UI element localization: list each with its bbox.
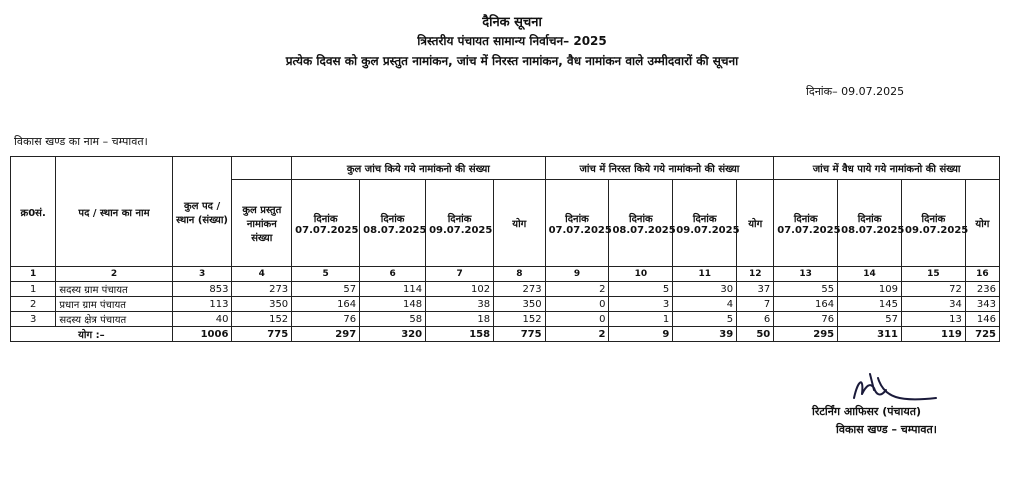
header-date: दिनांक 07.07.2025 (292, 180, 360, 267)
header-date: दिनांक 08.07.2025 (838, 180, 902, 267)
cell-valid: 119 (901, 327, 965, 342)
column-number: 8 (494, 267, 546, 282)
cell-checked: 102 (426, 282, 494, 297)
cell-valid: 295 (774, 327, 838, 342)
cell-sno: 1 (11, 282, 56, 297)
notice-subtitle: प्रत्येक दिवस को कुल प्रस्तुत नामांकन, जांच में निरस्त नामांकन, वैध नामांकन वाले उम्मीदवारों की सूचना (285, 54, 739, 68)
nomination-table (10, 156, 1000, 342)
column-number: 16 (965, 267, 999, 282)
cell-valid-total: 146 (965, 312, 999, 327)
cell-rejected: 1 (609, 312, 673, 327)
cell-total-posts: 113 (172, 297, 232, 312)
cell-valid: 311 (838, 327, 902, 342)
column-number: 6 (360, 267, 426, 282)
cell-rejected: 3 (609, 297, 673, 312)
cell-checked: 18 (426, 312, 494, 327)
cell-valid-total: 236 (965, 282, 999, 297)
cell-checked: 76 (292, 312, 360, 327)
header-date: दिनांक 09.07.2025 (901, 180, 965, 267)
cell-valid: 55 (774, 282, 838, 297)
cell-post: सदस्य ग्राम पंचायत (56, 282, 172, 297)
returning-officer-title: रिटर्निंग आफिसर (पंचायत) (812, 405, 921, 418)
cell-valid-total: 725 (965, 327, 999, 342)
cell-total-posts: 1006 (172, 327, 232, 342)
notice-date: दिनांक– 09.07.2025 (806, 85, 905, 98)
cell-checked: 158 (426, 327, 494, 342)
cell-valid: 13 (901, 312, 965, 327)
cell-total-posts: 40 (172, 312, 232, 327)
header-date: दिनांक 07.07.2025 (774, 180, 838, 267)
column-number: 3 (172, 267, 232, 282)
cell-valid: 76 (774, 312, 838, 327)
cell-submitted: 350 (232, 297, 292, 312)
cell-rejected: 2 (545, 327, 609, 342)
cell-valid: 72 (901, 282, 965, 297)
column-number: 14 (838, 267, 902, 282)
notice-title: दैनिक सूचना (482, 15, 542, 30)
cell-valid: 109 (838, 282, 902, 297)
column-number-row (11, 267, 1000, 282)
cell-rejected: 5 (609, 282, 673, 297)
cell-checked: 320 (360, 327, 426, 342)
header-date: दिनांक 08.07.2025 (609, 180, 673, 267)
cell-rejected: 5 (673, 312, 737, 327)
header-total: योग (965, 180, 999, 267)
cell-post: प्रधान ग्राम पंचायत (56, 297, 172, 312)
header-total: योग (494, 180, 546, 267)
column-number: 1 (11, 267, 56, 282)
cell-checked-total: 273 (494, 282, 546, 297)
cell-checked: 148 (360, 297, 426, 312)
header-total-posts: कुल पद / स्थान (संख्या) (172, 157, 232, 267)
cell-rejected-total: 7 (737, 297, 774, 312)
column-number: 9 (545, 267, 609, 282)
cell-checked-total: 152 (494, 312, 546, 327)
cell-rejected: 39 (673, 327, 737, 342)
column-number: 7 (426, 267, 494, 282)
cell-checked-total: 350 (494, 297, 546, 312)
header-date: दिनांक 07.07.2025 (545, 180, 609, 267)
cell-valid: 57 (838, 312, 902, 327)
cell-checked: 297 (292, 327, 360, 342)
column-number: 10 (609, 267, 673, 282)
cell-valid: 145 (838, 297, 902, 312)
totals-row (11, 327, 1000, 342)
cell-total-label: योग :– (11, 327, 173, 342)
header-total: योग (737, 180, 774, 267)
cell-checked: 38 (426, 297, 494, 312)
column-number: 5 (292, 267, 360, 282)
cell-rejected: 4 (673, 297, 737, 312)
cell-rejected: 9 (609, 327, 673, 342)
cell-checked: 57 (292, 282, 360, 297)
column-number: 13 (774, 267, 838, 282)
header-date: दिनांक 08.07.2025 (360, 180, 426, 267)
cell-rejected: 30 (673, 282, 737, 297)
cell-rejected: 0 (545, 297, 609, 312)
cell-rejected-total: 37 (737, 282, 774, 297)
header-group-rejected: जांच में निरस्त किये गये नामांकनो की संख्या (545, 157, 774, 180)
cell-post: सदस्य क्षेत्र पंचायत (56, 312, 172, 327)
header-post: पद / स्थान का नाम (56, 157, 172, 267)
cell-checked: 164 (292, 297, 360, 312)
cell-rejected-total: 6 (737, 312, 774, 327)
block-name: विकास खण्ड का नाम – चम्पावत। (14, 135, 148, 148)
table-row (11, 312, 1000, 327)
cell-submitted: 273 (232, 282, 292, 297)
cell-valid: 164 (774, 297, 838, 312)
cell-checked: 58 (360, 312, 426, 327)
column-number: 15 (901, 267, 965, 282)
header-empty (232, 157, 292, 180)
cell-checked-total: 775 (494, 327, 546, 342)
column-number: 12 (737, 267, 774, 282)
table-row (11, 297, 1000, 312)
column-number: 2 (56, 267, 172, 282)
cell-submitted: 775 (232, 327, 292, 342)
election-title: त्रिस्तरीय पंचायत सामान्य निर्वाचन– 2025 (417, 34, 607, 48)
cell-rejected: 2 (545, 282, 609, 297)
cell-valid: 34 (901, 297, 965, 312)
column-number: 4 (232, 267, 292, 282)
cell-rejected-total: 50 (737, 327, 774, 342)
header-date: दिनांक 09.07.2025 (673, 180, 737, 267)
returning-officer-block: विकास खण्ड – चम्पावत। (836, 423, 937, 436)
cell-sno: 3 (11, 312, 56, 327)
header-group-checked: कुल जांच किये गये नामांकनो की संख्या (292, 157, 545, 180)
cell-sno: 2 (11, 297, 56, 312)
cell-submitted: 152 (232, 312, 292, 327)
cell-total-posts: 853 (172, 282, 232, 297)
header-total-submitted: कुल प्रस्तुत नामांकन संख्या (232, 180, 292, 267)
header-sno: क्र0सं. (11, 157, 56, 267)
header-group-valid: जांच में वैध पाये गये नामांकनो की संख्या (774, 157, 1000, 180)
column-number: 11 (673, 267, 737, 282)
cell-valid-total: 343 (965, 297, 999, 312)
table-row (11, 282, 1000, 297)
cell-rejected: 0 (545, 312, 609, 327)
cell-checked: 114 (360, 282, 426, 297)
header-date: दिनांक 09.07.2025 (426, 180, 494, 267)
